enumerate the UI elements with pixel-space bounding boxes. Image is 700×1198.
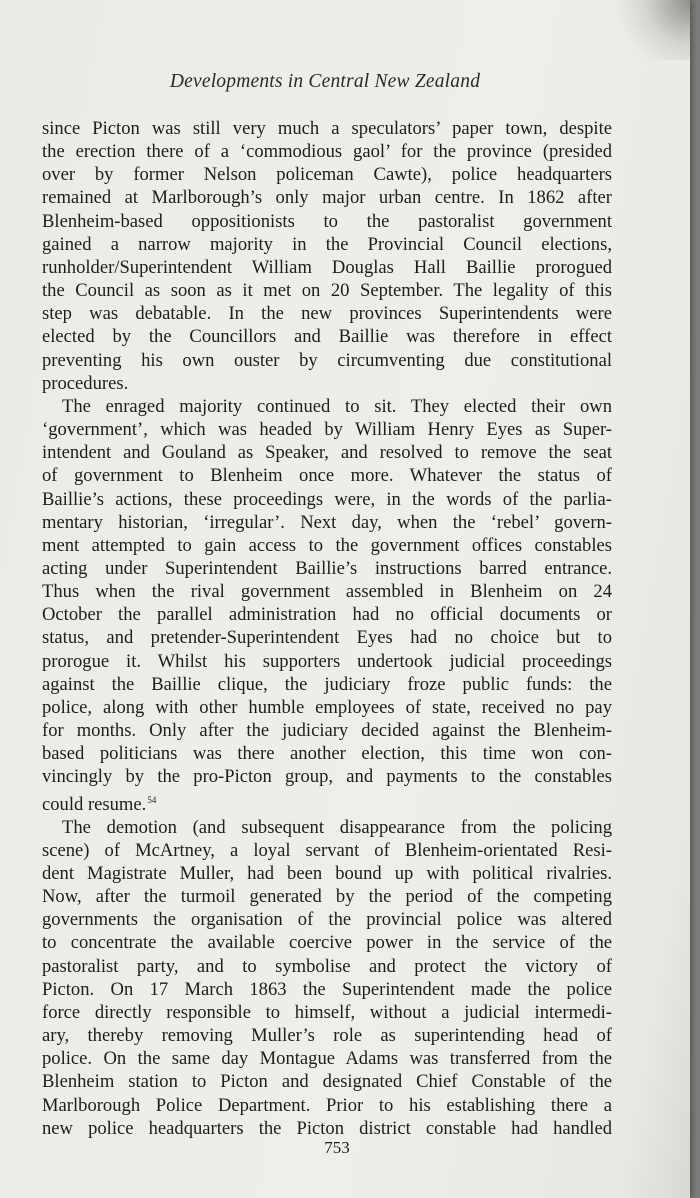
text-line: procedures.	[42, 372, 129, 394]
text-line: ‘government’, which was headed by William Henry Eyes as Super-	[42, 419, 612, 441]
text-line: remained at Marlborough’s only major urban centre. In 1862 after	[42, 187, 612, 209]
text-line: vincingly by the pro-Picton group, and payments to the constables	[42, 766, 612, 788]
text-line: the erection there of a ‘commodious gaol’ for the province (presided	[42, 141, 612, 163]
paragraph-2	[42, 395, 612, 816]
text-line: October the parallel administration had no official documents or	[42, 604, 612, 626]
text-line: preventing his own ouster by circumventing due constitutional	[42, 349, 612, 371]
text-line: based politicians was there another election, this time won con-	[42, 743, 612, 765]
text-line: elected by the Councillors and Baillie was therefore in effect	[42, 326, 612, 348]
text-line: new police headquarters the Picton district constable had handled	[42, 1117, 612, 1139]
text-line: The enraged majority continued to sit. They elected their own	[62, 395, 612, 417]
running-head: Developments in Central New Zealand	[169, 71, 481, 92]
text-line: Thus when the rival government assembled in Blenheim on 24	[42, 581, 612, 603]
text-line: Blenheim station to Picton and designated Chief Constable of the	[42, 1071, 612, 1093]
text-line: the Council as soon as it met on 20 September. The legality of this	[42, 280, 612, 302]
text-line: ment attempted to gain access to the government offices constables	[42, 534, 612, 556]
text-line: to concentrate the available coercive power in the service of the	[42, 932, 612, 954]
text-line: could resume.$^{54}$	[42, 793, 157, 815]
text-line: police, along with other humble employees of state, received no pay	[42, 696, 612, 718]
text-line: Picton. On 17 March 1863 the Superintendent made the police	[42, 978, 612, 1000]
footnote-reference: 54	[147, 794, 157, 805]
text-line: step was debatable. In the new provinces Superintendents were	[42, 303, 612, 325]
text-line: Baillie’s actions, these proceedings were, in the words of the parlia-	[42, 488, 612, 510]
page-corner-shadow	[610, 0, 690, 60]
text-line: ary, thereby removing Muller’s role as superintending head of	[42, 1025, 612, 1047]
body-text	[42, 117, 612, 1140]
text-line: intendent and Gouland as Speaker, and resolved to remove the seat	[42, 442, 612, 464]
text-line: for months. Only after the judiciary decided against the Blenheim-	[42, 720, 612, 742]
text-line: prorogue it. Whilst his supporters undertook judicial proceedings	[42, 650, 612, 672]
text-line: pastoralist party, and to symbolise and protect the victory of	[42, 955, 612, 977]
text-line: Blenheim-based oppositionists to the pastoralist government	[42, 210, 612, 232]
text-line: since Picton was still very much a speculators’ paper town, despite	[42, 118, 612, 139]
text-line: runholder/Superintendent William Douglas Hall Baillie prorogued	[42, 256, 612, 278]
text-line: dent Magistrate Muller, had been bound up with political rivalries.	[42, 863, 612, 884]
text-line: Now, after the turmoil generated by the period of the competing	[42, 886, 612, 908]
text-line: The demotion (and subsequent disappearance from the policing	[62, 816, 612, 838]
text-line: over by former Nelson policeman Cawte), police headquarters	[42, 164, 612, 186]
text-line: mentary historian, ‘irregular’. Next day, when the ‘rebel’ govern-	[42, 511, 612, 533]
text-line: gained a narrow majority in the Provincial Council elections,	[42, 233, 612, 255]
text-line: against the Baillie clique, the judiciary froze public funds: the	[42, 673, 612, 695]
paragraph-3	[42, 816, 612, 1140]
text-line: acting under Superintendent Baillie’s instructions barred entrance.	[42, 557, 612, 579]
text-line: scene) of McArtney, a loyal servant of Blenheim-orientated Resi-	[42, 839, 612, 861]
text-line: status, and pretender-Superintendent Eyes had no choice but to	[42, 627, 612, 649]
paragraph-1	[42, 117, 612, 395]
text-line: governments the organisation of the provincial police was altered	[42, 909, 612, 931]
text-line: police. On the same day Montague Adams was transferred from the	[42, 1048, 612, 1070]
text-line: of government to Blenheim once more. Whatever the status of	[42, 465, 612, 487]
text-line: Marlborough Police Department. Prior to his establishing there a	[42, 1094, 612, 1116]
text-line: force directly responsible to himself, without a judicial intermedi-	[42, 1001, 612, 1023]
page-number: 753	[324, 1138, 350, 1157]
